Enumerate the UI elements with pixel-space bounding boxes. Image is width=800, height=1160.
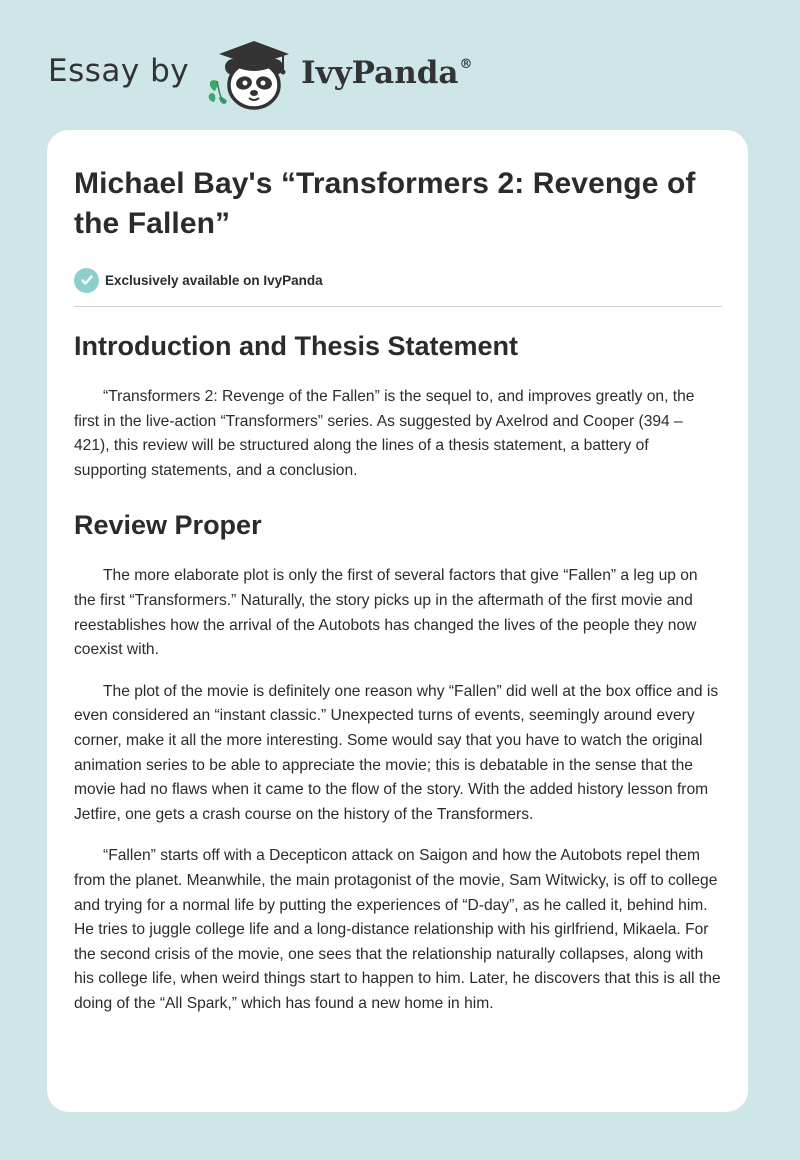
site-header: [48, 34, 473, 114]
exclusive-badge: [74, 266, 722, 294]
paragraph: “Transformers 2: Revenge of the Fallen” is the sequel to, and improves greatly on, the first in the live-action “Transformers” series. As suggested by Axelrod and Cooper (394 – 421), this review will be structured along the lines of a thesis statement, a battery of supporting statements, and a conclusion.: [74, 388, 695, 479]
essay-by-label: Essay by: [48, 53, 190, 89]
ivypanda-logo-icon[interactable]: [203, 37, 297, 111]
section-heading-introduction: Introduction and Thesis Statement: [74, 331, 519, 361]
registered-mark: ®: [459, 57, 473, 72]
divider: [74, 306, 722, 307]
paragraph: “Fallen” starts off with a Decepticon attack on Saigon and how the Autobots repel them from the planet. Meanwhile, the main protagonist of the movie, Sam Witwicky, is off to college and trying for a normal life by putting the experiences of “D-day”, as he called it, behind him. He tries to juggle college life and a long-distance relationship with his girlfriend, Mikaela. For the second crisis of the movie, one sees that the relationship naturally collapses, along with his college life, when weird things start to happen to him. Later, he discovers that this is all the doing of the “All Spark,” which has found a new home in him.: [74, 847, 721, 1012]
paragraph: The plot of the movie is definitely one reason why “Fallen” did well at the box office and is even considered an “instant classic.” Unexpected turns of events, seemingly around every corner, make it all the more interesting. Some would say that you have to watch the original animation series to be able to appreciate the movie; this is debatable in the sense that the movie had no flaws when it came to the flow of the story. With the added history lesson from Jetfire, one gets a crash course on the history of the Transformers.: [74, 682, 719, 823]
badge-label: Exclusively available on IvyPanda: [105, 272, 323, 288]
article-title: Michael Bay's “Transformers 2: Revenge of the Fallen”: [74, 167, 696, 240]
brand-name[interactable]: [301, 55, 472, 91]
article-card: [47, 130, 748, 1112]
brand-text: IvyPanda: [301, 55, 459, 91]
check-icon: [74, 268, 99, 293]
section-heading-review: Review Proper: [74, 510, 262, 541]
paragraph: The more elaborate plot is only the first of several factors that give “Fallen” a leg up on the first “Transformers.” Naturally, the story picks up in the aftermath of the first movie and reestablishes how the arrival of the Autobots has changed the lives of the people they now coexist with.: [74, 567, 698, 659]
